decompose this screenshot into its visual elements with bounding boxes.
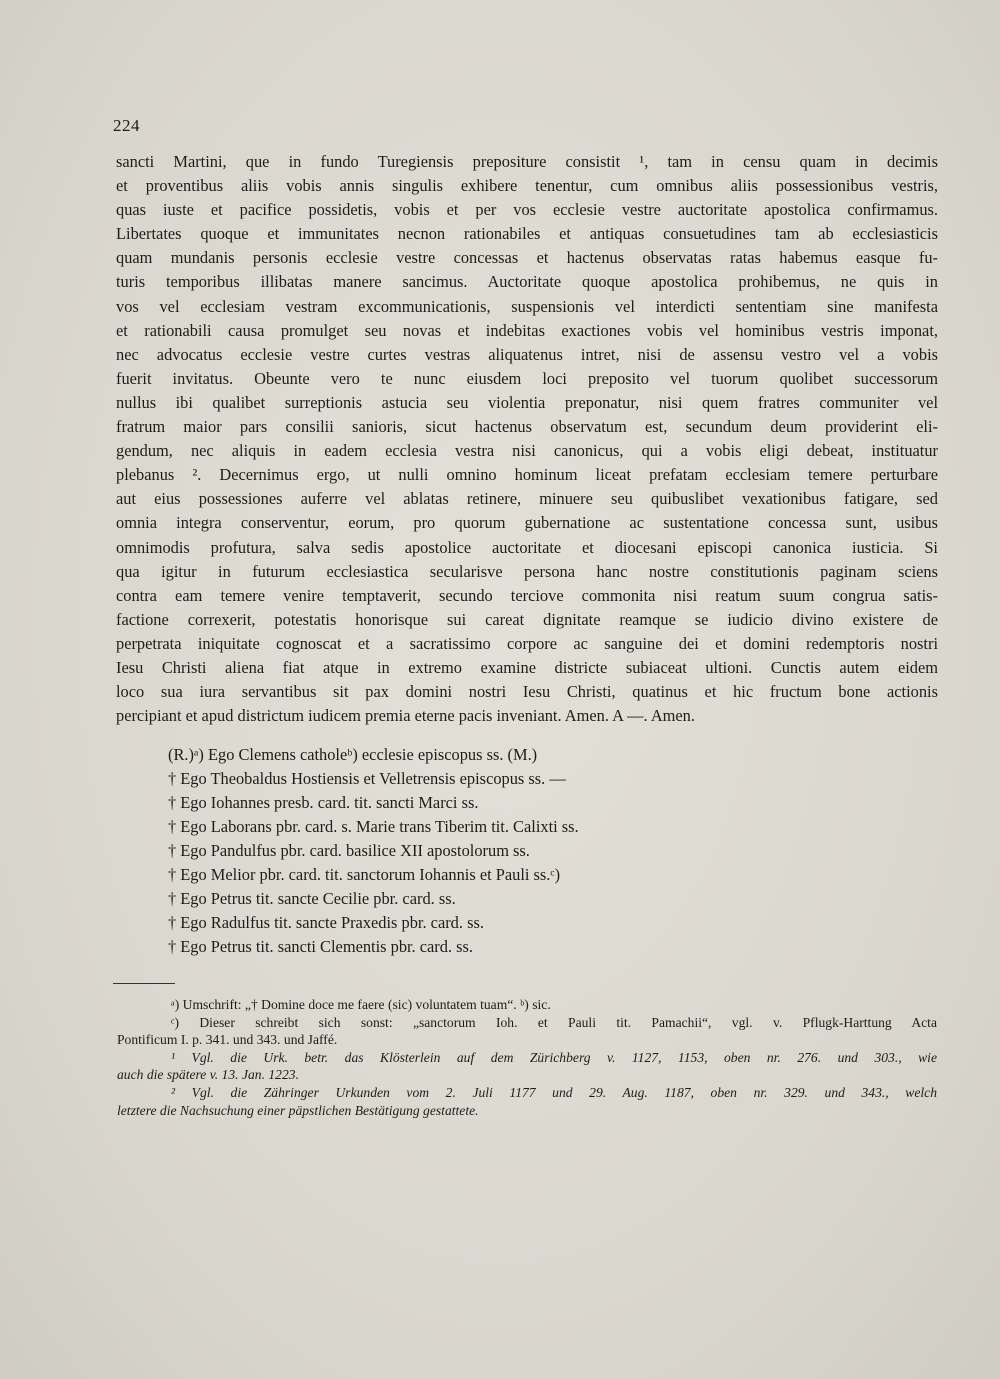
footnote-line: ᶜ) Dieser schreibt sich sonst: „sanctorum Ioh. et Pauli tit. Pamachii“, vgl. v. Pflugk-Harttung Acta [171,1014,937,1030]
text-line: fratrum maior pars consilii sanioris, sicut hactenus observatum est, secundum deum providerint eli- [116,417,938,437]
text-line: factione correxerit, potestatis honorisque sui careat dignitate reamque se iudicio divino existere de [116,609,938,629]
text-line: sancti Martini, que in fundo Turegiensis prepositure consistit ¹, tam in censu quam in decimis [116,152,938,171]
text-line: contra eam temere venire temptaverit, secundo terciove commonita nisi reatum suum congrua satis- [116,585,938,605]
text-line: perpetrata iniquitate cognoscat et a sacratissimo corpore ac sanguine dei et domini redemptoris nostri [116,633,938,653]
signature-line: † Ego Radulfus tit. sancte Praxedis pbr. card. ss. [168,913,484,932]
text-line: turis temporibus illibatas manere sancimus. Auctoritate quoque apostolica prohibemus, ne quis in [116,272,938,292]
text-line: loco sua iura servantibus sit pax domini nostri Iesu Christi, quatinus et hic fructum bone actionis [116,682,938,702]
signature-list [168,743,808,959]
text-line: quam mundanis personis ecclesie vestre concessas et hactenus observatas ratas habemus easque fu- [116,248,938,268]
footnote-line: ¹ Vgl. die Urk. betr. das Klösterlein auf dem Zürichberg v. 1127, 1153, oben nr. 276. und 303., wie [171,1049,937,1065]
signature-line: † Ego Laborans pbr. card. s. Marie trans Tiberim tit. Calixti ss. [168,817,579,836]
footnotes [117,996,937,1119]
footnote-line: ᵃ) Umschrift: „† Domine doce me faere (sic) voluntatem tuam“. ᵇ) sic. [171,997,551,1012]
signature-line: † Ego Petrus tit. sancte Cecilie pbr. card. ss. [168,889,456,908]
signature-line: † Ego Theobaldus Hostiensis et Velletrensis episcopus ss. — [168,769,566,788]
text-line: aut eius possessiones auferre vel ablatas retinere, minuere seu quibuslibet vexationibus fatigare, sed [116,489,938,509]
signature-line: † Ego Melior pbr. card. tit. sanctorum Iohannis et Pauli ss.ᶜ) [168,865,561,884]
footnote-line: auch die spätere v. 13. Jan. 1223. [117,1067,299,1083]
text-line: qua igitur in futurum ecclesiastica secularisve persona hanc nostre constitutionis paginam sciens [116,561,938,581]
signature-line: (R.)ᵃ) Ego Clemens catholeᵇ) ecclesie episcopus ss. (M.) [168,745,538,764]
text-line: nec advocatus ecclesie vestre curtes vestras aliquatenus intret, nisi de assensu vestro vel a vobis [116,344,938,364]
text-line: Libertates quoque et immunitates necnon rationabiles et antiquas consuetudines tam ab ecclesiasticis [116,224,938,244]
signature-line: † Ego Iohannes presb. card. tit. sancti Marci ss. [168,793,479,812]
text-line: et proventibus aliis vobis annis singulis exhibere tenentur, cum omnibus aliis possessionibus vestris, [116,176,938,196]
text-line: quas iuste et pacifice possidetis, vobis et per vos ecclesie vestre auctoritate apostolica confirmamus. [116,200,938,220]
footnote-line: Pontificum I. p. 341. und 343. und Jaffé. [117,1032,338,1048]
text-line: fuerit invitatus. Obeunte vero te nunc eiusdem loci preposito vel tuorum quolibet successorum [116,368,938,388]
text-line: et rationabili causa promulget seu novas et indebitas exactiones vobis vel hominibus vestris imponat, [116,320,938,340]
text-line: Iesu Christi aliena fiat atque in extremo examine districte subiaceat ultioni. Cunctis autem eidem [116,657,938,677]
signature-line: † Ego Pandulfus pbr. card. basilice XII apostolorum ss. [168,841,530,860]
text-line: plebanus ². Decernimus ergo, ut nulli omnino hominum liceat prefatam ecclesiam temere perturbare [116,465,938,485]
charter-text [116,150,938,728]
text-line: nullus ibi qualibet surreptionis astucia seu violentia preponatur, nisi quem fratres communiter vel [116,392,938,412]
text-line: omnimodis profutura, salva sedis apostolice auctoritate et diocesani episcopi canonica iusticia. Si [116,537,938,557]
footnote-separator [113,983,175,984]
footnote-line: ² Vgl. die Zähringer Urkunden vom 2. Juli 1177 und 29. Aug. 1187, oben nr. 329. und 343., welch [171,1084,937,1100]
text-line: vos vel ecclesiam vestram excommunicationis, suspensionis vel interdicti sententiam sine manifesta [116,296,938,316]
text-line: gendum, nec aliquis in eadem ecclesia vestra nisi canonicus, qui a vobis eligi debeat, instituatur [116,441,938,461]
page-number: 224 [113,116,140,135]
signature-line: † Ego Petrus tit. sancti Clementis pbr. card. ss. [168,937,474,956]
text-line: percipiant et apud districtum iudicem premia eterne pacis inveniant. Amen. A —. Amen. [116,706,695,726]
footnote-line: letztere die Nachsuchung einer päpstlichen Bestätigung gestattete. [117,1102,479,1118]
text-line: omnia integra conserventur, eorum, pro quorum gubernatione ac sustentatione concessa sunt, usibus [116,513,938,533]
